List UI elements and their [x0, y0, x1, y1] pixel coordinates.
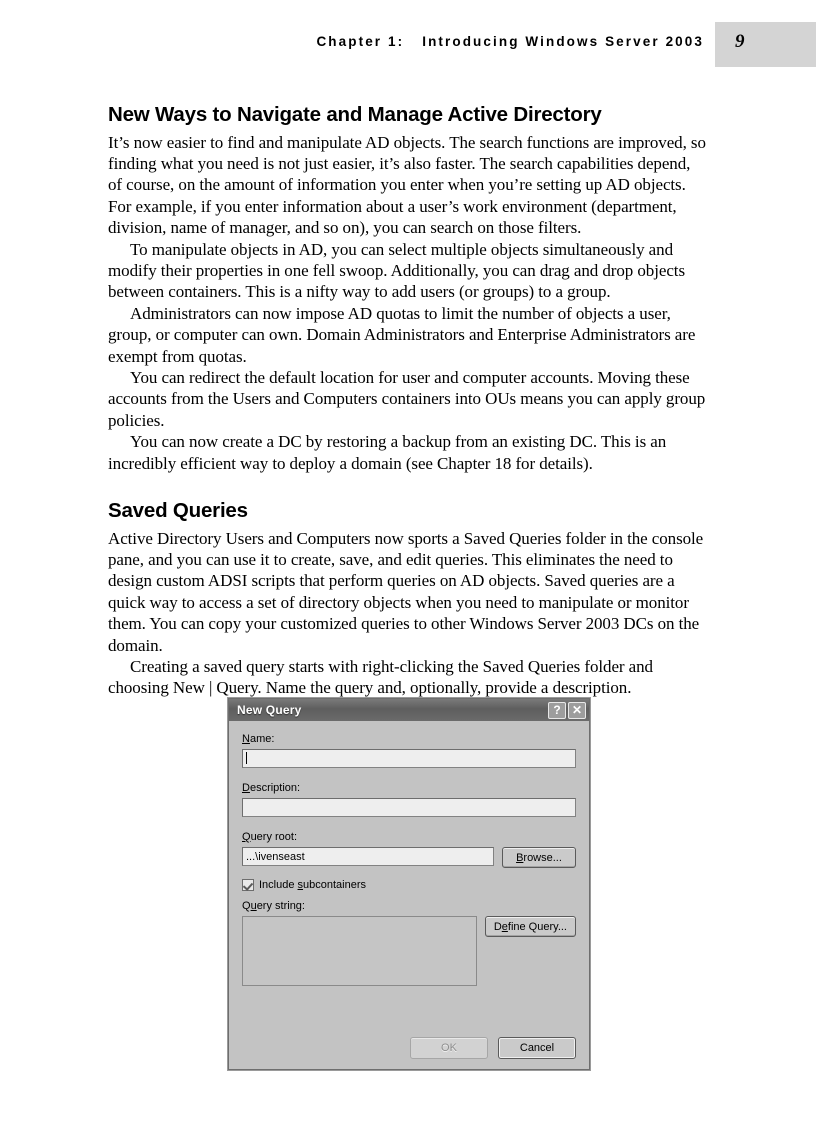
paragraph: You can now create a DC by restoring a backup from an existing DC. This is an incredibly efficient way to deploy a domain (see Chapter 18 for details). [108, 432, 667, 473]
browse-button[interactable]: Browse... [502, 847, 576, 868]
checkbox-icon[interactable] [242, 879, 254, 891]
help-icon[interactable]: ? [548, 702, 566, 719]
page-number: 9 [735, 31, 745, 52]
cancel-button[interactable]: Cancel [498, 1037, 576, 1059]
paragraph: To manipulate objects in AD, you can select multiple objects simultaneously and modify their properties in one fell swoop. Additionally, you can drag and drop objects between containers. This is a nifty way to add users (or groups) to a group. [108, 239, 685, 302]
text-caret [246, 752, 247, 764]
description-input[interactable] [242, 798, 576, 817]
paragraph: Administrators can now impose AD quotas to limit the number of objects a user, group, or computer can own. Domain Administrators and Enterprise Administrators are exempt from quotas. [108, 303, 696, 366]
query-root-value: ...\ivenseast [246, 851, 305, 863]
running-head-title: Introducing Windows Server 2003 [422, 34, 704, 49]
new-query-dialog [228, 698, 590, 1070]
query-string-display [242, 916, 477, 986]
include-subcontainers-label: Include subcontainers [259, 879, 367, 891]
section-heading-new-ways: New Ways to Navigate and Manage Active Directory [108, 103, 602, 126]
page-content [108, 103, 708, 699]
paragraph: Creating a saved query starts with right-clicking the Saved Queries folder and choosing New | Query. Name the query and, optionally, provide a description. [108, 657, 653, 698]
dialog-footer [410, 1037, 576, 1059]
paragraph: You can redirect the default location for user and computer accounts. Moving these accounts from the Users and Computers containers into OUs means you can apply group policies. [108, 368, 706, 430]
spacer [242, 768, 576, 782]
query-string-label: Query string: [242, 900, 305, 912]
spacer [242, 891, 576, 900]
query-root-input[interactable] [242, 847, 494, 866]
query-root-label: Query root: [242, 831, 298, 843]
dialog-body [229, 721, 589, 1069]
running-head-chapter: Chapter 1: [316, 34, 405, 49]
paragraph: Active Directory Users and Computers now sports a Saved Queries folder in the console pane, and you can use it to create, save, and edit queries. This eliminates the need to design custom ADSI scripts that perform queries on AD objects. Saved queries are a quick way to access a set of directory objects when you need to manipulate or monitor them. You can copy your customized queries to other Windows Server 2003 DCs on the domain. [108, 528, 704, 655]
section-heading-saved-queries: Saved Queries [108, 499, 248, 523]
page-header [0, 0, 816, 80]
name-label: Name: [242, 733, 275, 745]
description-label: Description: [242, 782, 301, 794]
spacer [242, 817, 576, 831]
paragraph: It’s now easier to find and manipulate AD objects. The search functions are improved, so finding what you need is not just easier, it’s also faster. The search capabilities depend, of course, on the amount of information you enter when you’re setting up AD objects. For example, if you enter information about a user’s work environment (department, division, name of manager, and so on), you can search on those filters. [108, 132, 706, 238]
query-root-row [242, 847, 576, 868]
query-string-row [242, 916, 576, 986]
ok-button[interactable]: OK [410, 1037, 488, 1059]
dialog-titlebar[interactable] [229, 699, 589, 721]
include-subcontainers-row[interactable] [242, 879, 576, 891]
close-icon[interactable]: ✕ [568, 702, 586, 719]
page-number-box [715, 22, 816, 67]
name-input[interactable] [242, 749, 576, 768]
running-head [316, 34, 704, 49]
define-query-button[interactable]: Define Query... [485, 916, 576, 937]
dialog-title: New Query [237, 703, 302, 717]
